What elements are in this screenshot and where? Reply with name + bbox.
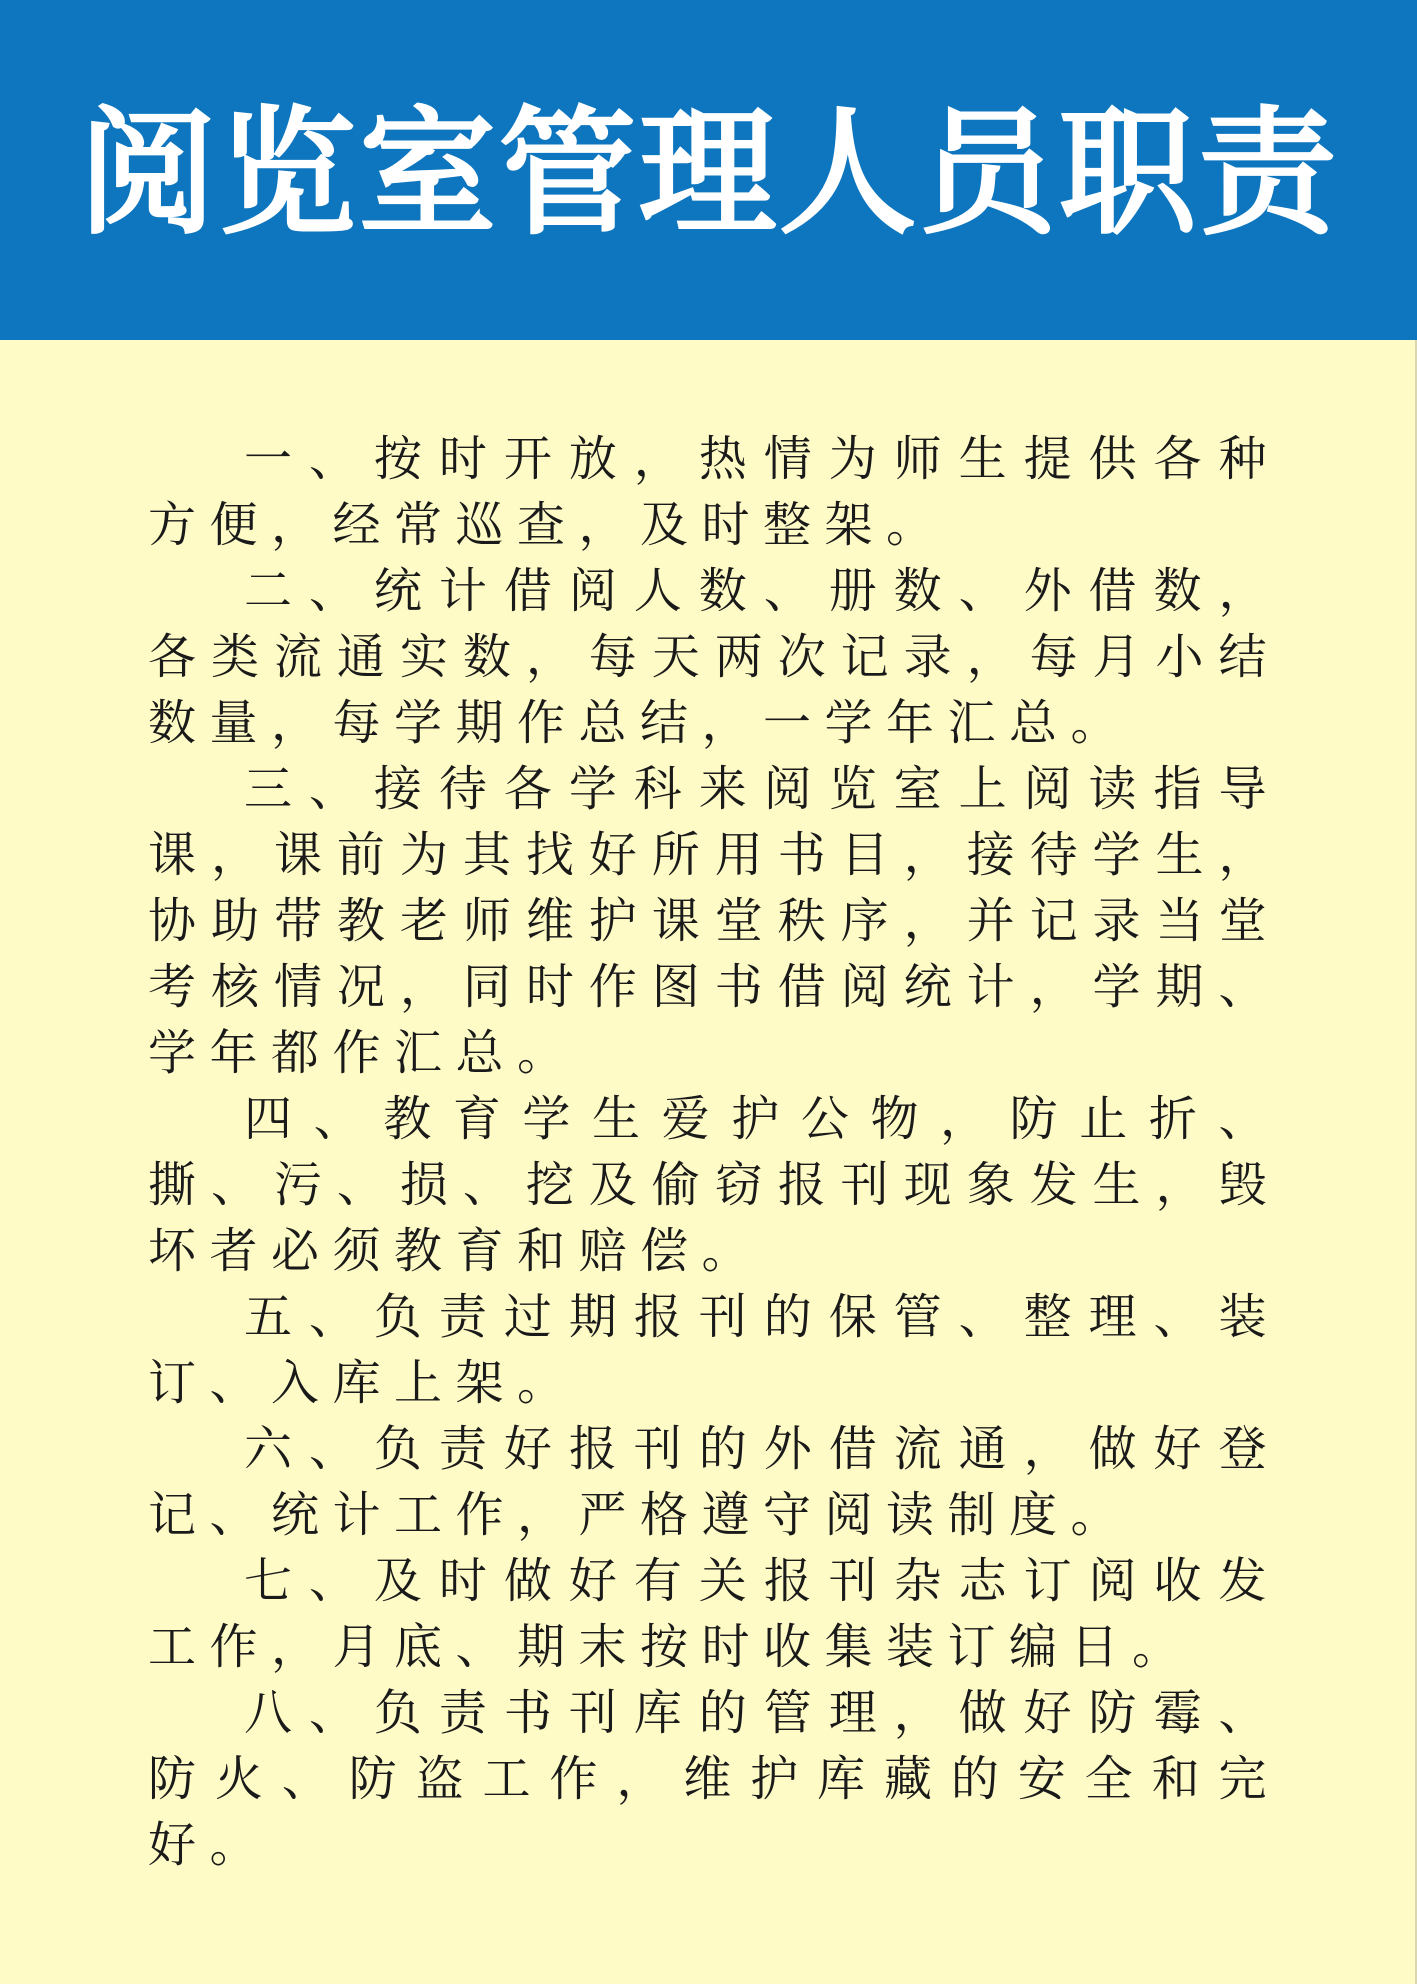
duties-list xyxy=(148,426,1280,1878)
duty-item-5: 五、负责过期报刊的保管、整理、装订、入库上架。 xyxy=(148,1289,1280,1411)
duty-item-3: 三、接待各学科来阅览室上阅读指导课，课前为其找好所用书目，接待学生，协助带教老师维护课堂秩序，并记录当堂考核情况，同时作图书借阅统计，学期、学年都作汇总。 xyxy=(148,761,1280,1081)
duty-item-4: 四、教育学生爱护公物，防止折、撕、污、损、挖及偷窃报刊现象发生，毁坏者必须教育和赔偿。 xyxy=(148,1091,1280,1279)
duty-item-8: 八、负责书刊库的管理，做好防霉、防火、防盗工作，维护库藏的安全和完好。 xyxy=(148,1685,1280,1873)
title-banner xyxy=(0,0,1417,340)
page-title: 阅览室管理人员职责 xyxy=(78,93,1339,254)
duty-item-7: 七、及时做好有关报刊杂志订阅收发工作，月底、期末按时收集装订编日。 xyxy=(148,1553,1280,1675)
duty-item-2: 二、统计借阅人数、册数、外借数，各类流通实数，每天两次记录，每月小结数量，每学期作总结，一学年汇总。 xyxy=(148,563,1280,751)
duty-item-1: 一、按时开放，热情为师生提供各种方便，经常巡查，及时整架。 xyxy=(148,431,1280,553)
duty-item-6: 六、负责好报刊的外借流通，做好登记、统计工作，严格遵守阅读制度。 xyxy=(148,1421,1280,1543)
